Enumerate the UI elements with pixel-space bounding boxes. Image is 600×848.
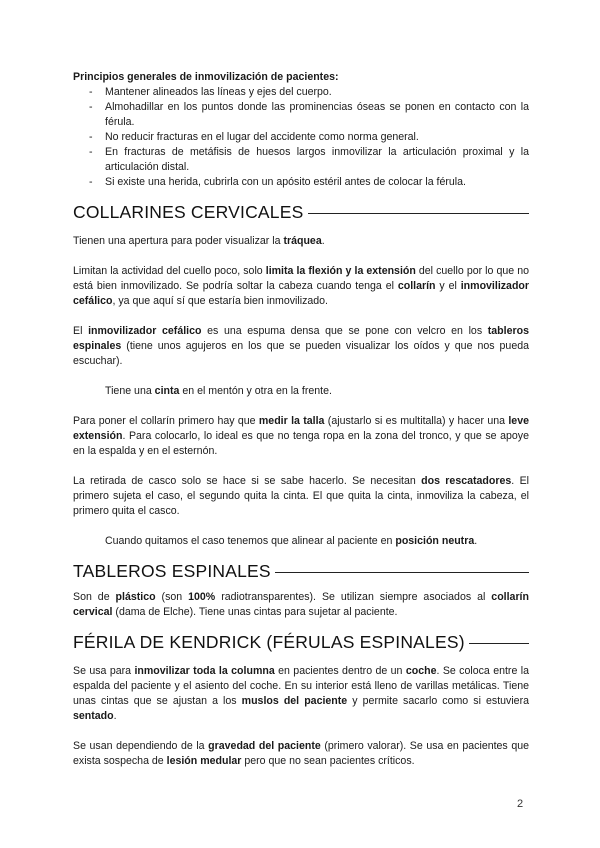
list-item: - En fracturas de metáfisis de huesos largos inmovilizar la articulación proximal y la articulación distal. xyxy=(89,146,529,173)
list-item: - Almohadillar en los puntos donde las prominencias óseas se ponen en contacto con la férula. xyxy=(89,101,529,128)
kendrick-paragraph-1: Se usa para inmovilizar toda la columna en pacientes dentro de un coche. Se coloca entre la espalda del paciente y el asiento del coche. En su interior está lleno de varillas metálicas. Tiene unas cintas que se ajustan a los muslos del paciente y permite sacarlo como si estuviera sentado. xyxy=(73,665,529,722)
section-heading-kendrick: FÉRILA DE KENDRICK (FÉRULAS ESPINALES) xyxy=(73,631,529,653)
collarines-paragraph-7: Cuando quitamos el caso tenemos que alinear al paciente en posición neutra. xyxy=(105,535,478,547)
list-item: - Mantener alineados las líneas y ejes del cuerpo. xyxy=(89,86,332,98)
collarines-paragraph-1: Tienen una apertura para poder visualizar la tráquea. xyxy=(73,235,325,247)
section-heading-tableros: TABLEROS ESPINALES xyxy=(73,560,529,582)
page-number: 2 xyxy=(517,798,524,810)
heading-rule xyxy=(275,572,529,573)
list-item: - No reducir fracturas en el lugar del accidente como norma general. xyxy=(89,131,419,143)
collarines-paragraph-5: Para poner el collarín primero hay que medir la talla (ajustarlo si es multitalla) y hacer una leve extensión. Para colocarlo, lo ideal es que no tenga ropa en la zona del tronco, y que se apoye en la espalda y en el esternón. xyxy=(73,415,529,457)
section-heading-collarines: COLLARINES CERVICALES xyxy=(73,201,529,223)
collarines-paragraph-3: El inmovilizador cefálico es una espuma densa que se pone con velcro en los tableros espinales (tiene unos agujeros en los que se pueden visualizar los oídos y que nos pueda escuchar). xyxy=(73,325,529,367)
intro-title: Principios generales de inmovilización de pacientes: xyxy=(73,71,339,83)
principles-list xyxy=(73,85,529,190)
heading-rule xyxy=(308,213,530,214)
collarines-paragraph-4: Tiene una cinta en el mentón y otra en la frente. xyxy=(105,385,332,397)
kendrick-paragraph-2: Se usan dependiendo de la gravedad del paciente (primero valorar). Se usa en pacientes que exista sospecha de lesión medular pero que no sean pacientes críticos. xyxy=(73,740,529,767)
collarines-paragraph-2: Limitan la actividad del cuello poco, solo limita la flexión y la extensión del cuello por lo que no está bien inmovilizado. Se podría soltar la cabeza cuando tenga el collarín y el inmovilizador cefálico, ya que aquí sí que estaría bien inmovilizado. xyxy=(73,265,530,307)
tableros-paragraph-1: Son de plástico (son 100% radiotransparentes). Se utilizan siempre asociados al collarín cervical (dama de Elche). Tiene unas cintas para sujetar al paciente. xyxy=(73,591,529,618)
list-item: - Si existe una herida, cubrirla con un apósito estéril antes de colocar la férula. xyxy=(89,176,466,188)
page-content xyxy=(73,70,529,769)
heading-rule xyxy=(469,643,529,644)
collarines-paragraph-6: La retirada de casco solo se hace si se sabe hacerlo. Se necesitan dos rescatadores. El primero sujeta el caso, el segundo quita la cinta. El que quita la cinta, inmoviliza la cabeza, el primero quita el casco. xyxy=(73,475,529,517)
